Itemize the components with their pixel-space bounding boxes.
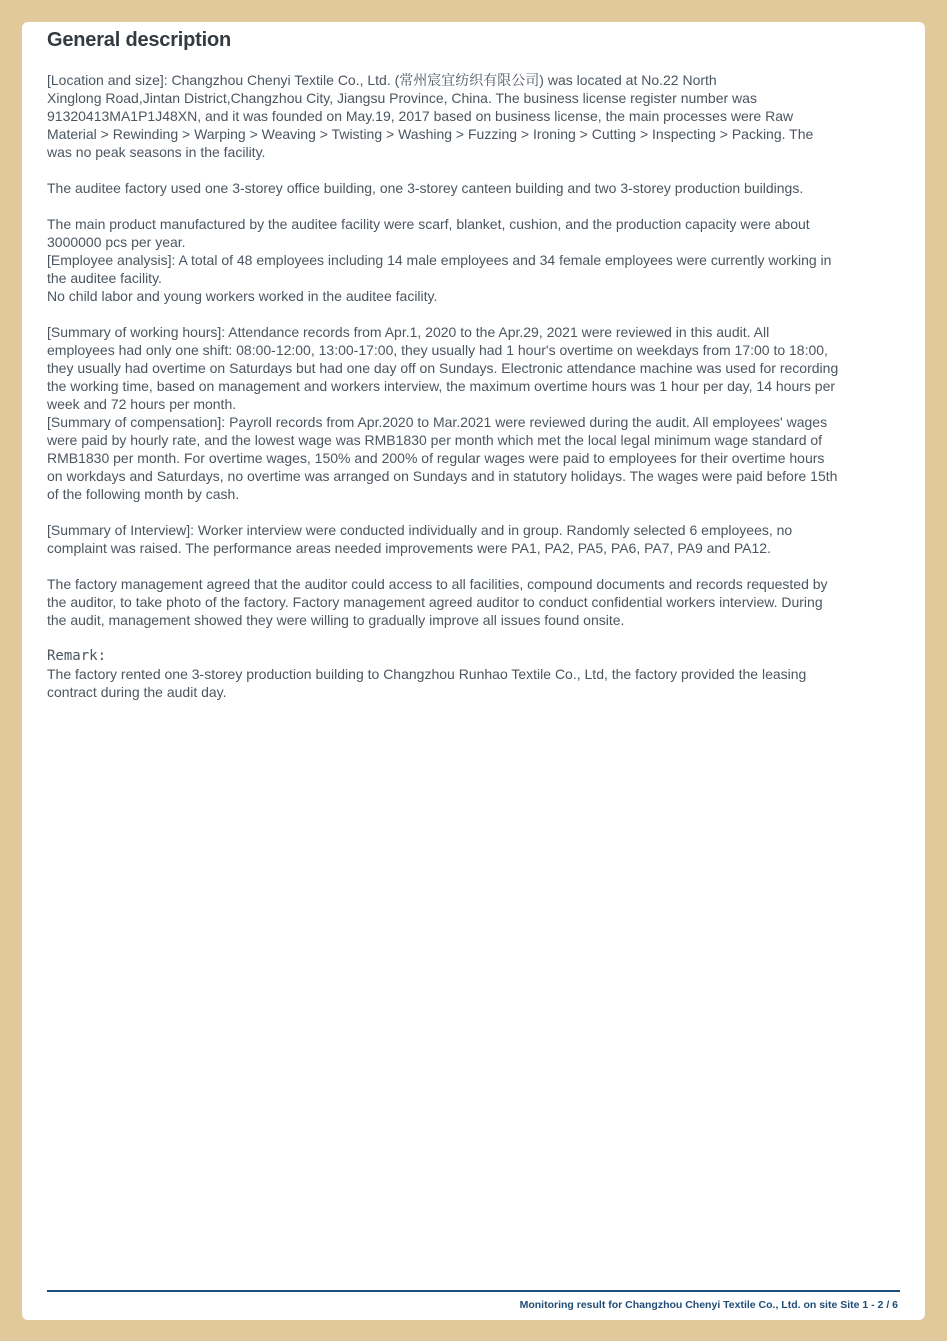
paragraph-interview: [Summary of Interview]: Worker interview were conducted individually and in group. Randomly selected 6 employees, no complaint was raised. The performance areas needed improvements were PA1, PA2, PA5, PA6, PA7, PA9 and PA12. bbox=[47, 522, 793, 556]
paragraph-location-size: [Location and size]: Changzhou Chenyi Textile Co., Ltd. (常州宸宜纺织有限公司) was located at No.22 North Xinglong Road,Jintan District,Changzhou City, Jiangsu Province, China. The business license register number was 91320413MA1P1J48XN, and it was founded on May.19, 2017 based on business license, the main processes were Raw Material > Rewinding > Warping > Weaving > Twisting > Washing > Fuzzing > Ironing > Cutting > Inspecting > Packing. The was no peak seasons in the facility. bbox=[47, 72, 814, 160]
paragraph-buildings: The auditee factory used one 3-storey office building, one 3-storey canteen building and two 3-storey production buildings. bbox=[47, 180, 804, 196]
paragraph-management: The factory management agreed that the auditor could access to all facilities, compound documents and records requested by the auditor, to take photo of the factory. Factory management agreed auditor to conduct confidential workers interview. During the audit, management showed they were willing to gradually improve all issues found onsite. bbox=[47, 576, 828, 628]
section-title: General description bbox=[47, 29, 232, 51]
paragraph-products-employees: The main product manufactured by the auditee facility were scarf, blanket, cushion, and the production capacity were about 3000000 pcs per year. [Employee analysis]: A total of 48 employees including 14 male employees and 34 female employees were currently working in the auditee facility. No child labor and young workers worked in the auditee facility. bbox=[47, 216, 832, 304]
footer-divider bbox=[47, 1290, 900, 1292]
document-page bbox=[22, 22, 925, 1320]
paragraph-hours-compensation: [Summary of working hours]: Attendance records from Apr.1, 2020 to the Apr.29, 2021 were reviewed in this audit. All employees had only one shift: 08:00-12:00, 13:00-17:00, they usually had 1 hour's overtime on weekdays from 17:00 to 18:00, they usually had overtime on Saturdays but had one day off on Sundays. Electronic attendance machine was used for recording the working time, based on management and workers interview, the maximum overtime hours was 1 hour per day, 14 hours per week and 72 hours per month. [Summary of compensation]: Payroll records from Apr.2020 to Mar.2021 were reviewed during the audit. All employees' wages were paid by hourly rate, and the lowest wage was RMB1830 per month which met the local legal minimum wage standard of RMB1830 per month. For overtime wages, 150% and 200% of regular wages were paid to employees for their overtime hours on workdays and Saturdays, no overtime was arranged on Sundays and in statutory holidays. The wages were paid before 15th of the following month by cash. bbox=[47, 324, 839, 502]
remark-label: Remark: bbox=[47, 648, 107, 664]
remark-text: The factory rented one 3-storey production building to Changzhou Runhao Textile Co., Ltd, the factory provided the leasing contract during the audit day. bbox=[47, 666, 807, 700]
document-body bbox=[47, 27, 902, 701]
footer-caption: Monitoring result for Changzhou Chenyi Textile Co., Ltd. on site Site 1 - 2 / 6 bbox=[519, 1299, 898, 1311]
